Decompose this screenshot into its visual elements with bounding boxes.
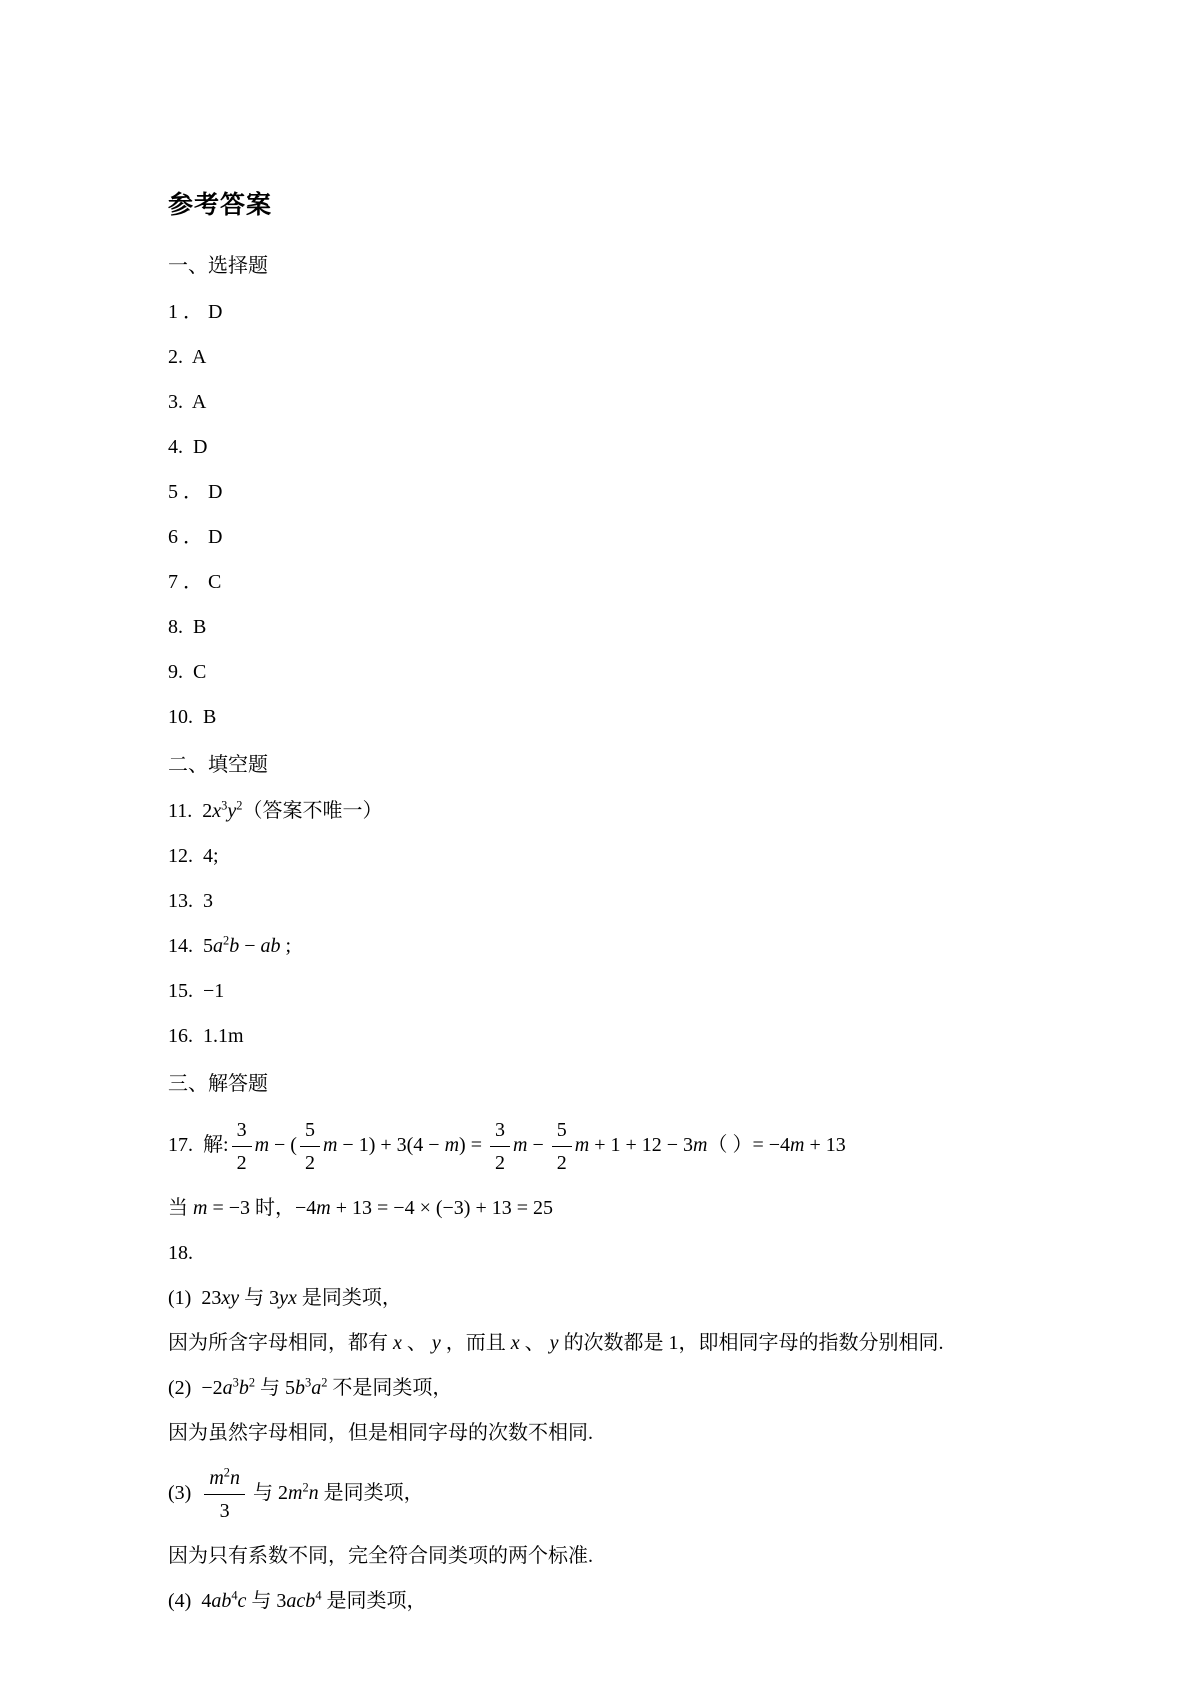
- fraction: $\frac{m^2n}{3}$: [204, 1464, 245, 1525]
- answer-line: 1 ． D: [168, 301, 223, 323]
- section: [168, 249, 1111, 731]
- answer-line: 17. 解: $\frac{3}{2}$ m − ( $\frac{5}{2}$ m − 1) + 3(4 − m) = $\frac{3}{2}$ m − $\frac{5}{2}$ m + 1 + 12 − 3m（ ）= −4m + 13: [168, 1116, 1111, 1177]
- section: [168, 748, 1111, 1050]
- answer-line: 因为所含字母相同，都有 x 、 y ，而且 x 、 y 的次数都是 1，即相同字母的指数分别相同.: [168, 1332, 944, 1354]
- answer-line: 13. 3: [168, 890, 213, 912]
- answer-line: 6 ． D: [168, 526, 223, 548]
- answer-line: (4) $4ab^4c$ 与 3acb$^4$ 是同类项，: [168, 1588, 427, 1612]
- answer-line: 当 m = −3 时，−4m + 13 = −4 × (−3) + 13 = 25: [168, 1197, 554, 1219]
- fraction: $\frac{3}{2}$: [232, 1116, 252, 1177]
- sections: [168, 249, 1111, 1615]
- answer-line: 7 ． C: [168, 571, 222, 593]
- section-heading: 三、解答题: [168, 1073, 268, 1095]
- answer-line: $(2) -2a^3b^2$ 与 $5b^3a^2$ 不是同类项，: [168, 1375, 453, 1399]
- fraction: $\frac{5}{2}$: [300, 1116, 320, 1177]
- answer-line: 12. 4;: [168, 845, 219, 867]
- answer-line: 10. B: [168, 706, 217, 728]
- fraction: $\frac{3}{2}$: [490, 1116, 510, 1177]
- answer-line: 8. B: [168, 616, 207, 638]
- answer-line: 18.: [168, 1242, 193, 1264]
- page-title: 参考答案: [168, 191, 273, 219]
- answer-line: 因为虽然字母相同，但是相同字母的次数不相同.: [168, 1422, 593, 1444]
- answer-line: 因为只有系数不同，完全符合同类项的两个标准.: [168, 1545, 593, 1567]
- answer-line: (1) 23xy 与 3yx 是同类项，: [168, 1287, 402, 1309]
- answer-line: (3) $\frac{m^2n}{3}$ 与 $2m^2n$ 是同类项，: [168, 1464, 1111, 1525]
- section: [168, 1067, 1111, 1615]
- answer-line: 11. $2x^3y^2$（答案不唯一）: [168, 798, 383, 822]
- answer-line: 4. D: [168, 436, 208, 458]
- answer-line: 15. −1: [168, 980, 225, 1002]
- answer-line: 9. C: [168, 661, 207, 683]
- answer-line: 16. 1.1m: [168, 1025, 244, 1047]
- answer-line: 3. A: [168, 391, 207, 413]
- section-heading: 二、填空题: [168, 754, 268, 776]
- answer-line: 2. A: [168, 346, 207, 368]
- answer-line: 14. $5a^2b$ − ab ;: [168, 933, 292, 957]
- section-heading: 一、选择题: [168, 255, 268, 277]
- answer-line: 5 ． D: [168, 481, 223, 503]
- fraction: $\frac{5}{2}$: [552, 1116, 572, 1177]
